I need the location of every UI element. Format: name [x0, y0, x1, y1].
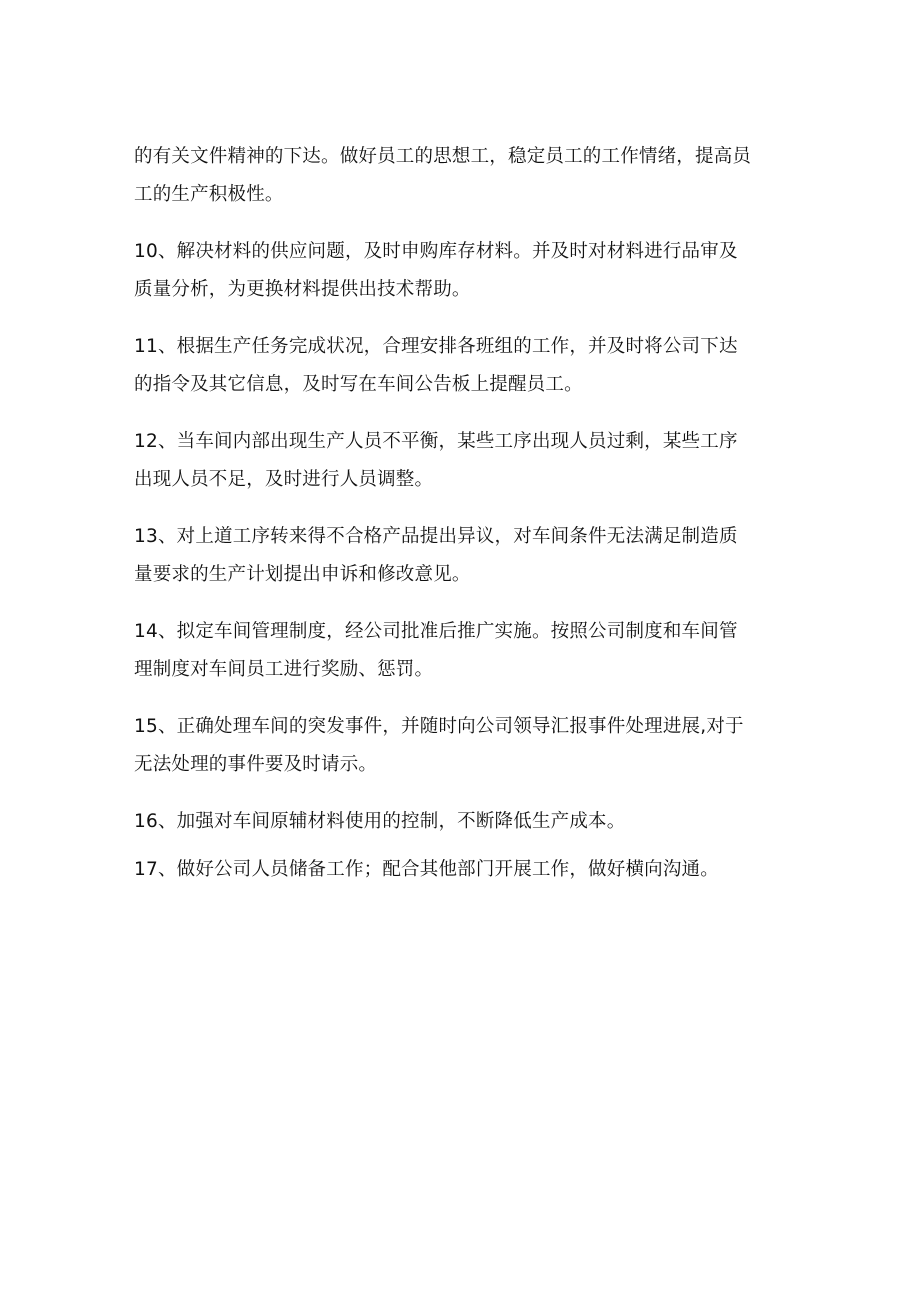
- paragraph-item-10: [134, 233, 792, 309]
- text-line: 13、对上道工序转来得不合格产品提出异议，对车间条件无法满足制造质: [134, 526, 738, 547]
- text-line: 工的生产积极性。: [134, 184, 284, 205]
- text-line: 12、当车间内部出现生产人员不平衡，某些工序出现人员过剩，某些工序: [134, 431, 738, 452]
- text-line: 15、正确处理车间的突发事件，并随时向公司领导汇报事件处理进展,对于: [134, 716, 744, 737]
- text-line: 出现人员不足，及时进行人员调整。: [134, 469, 434, 490]
- text-line: 理制度对车间员工进行奖励、惩罚。: [134, 659, 434, 680]
- text-line: 无法处理的事件要及时请示。: [134, 754, 378, 775]
- text-line: 的指令及其它信息，及时写在车间公告板上提醒员工。: [134, 374, 583, 395]
- text-line: 14、拟定车间管理制度，经公司批准后推广实施。按照公司制度和车间管: [134, 621, 738, 642]
- paragraph-item-14: [134, 613, 792, 689]
- text-line: 量要求的生产计划提出申诉和修改意见。: [134, 564, 471, 585]
- paragraph-item-12: [134, 423, 792, 499]
- document-body: [134, 138, 792, 899]
- paragraph-item-11: [134, 328, 792, 404]
- text-line: 17、做好公司人员储备工作；配合其他部门开展工作，做好横向沟通。: [134, 859, 719, 880]
- paragraph-item-16: [134, 803, 792, 841]
- text-line: 10、解决材料的供应问题，及时申购库存材料。并及时对材料进行品审及: [134, 241, 738, 262]
- paragraph-item-13: [134, 518, 792, 594]
- text-line: 16、加强对车间原辅材料使用的控制，不断降低生产成本。: [134, 811, 626, 832]
- text-line: 的有关文件精神的下达。做好员工的思想工，稳定员工的工作情绪，提高员: [134, 146, 752, 167]
- paragraph-item-17: [134, 851, 792, 889]
- text-line: 11、根据生产任务完成状况，合理安排各班组的工作，并及时将公司下达: [134, 336, 738, 357]
- text-line: 质量分析，为更换材料提供出技术帮助。: [134, 279, 471, 300]
- paragraph-item-15: [134, 708, 792, 784]
- paragraph-continuation: [134, 138, 792, 214]
